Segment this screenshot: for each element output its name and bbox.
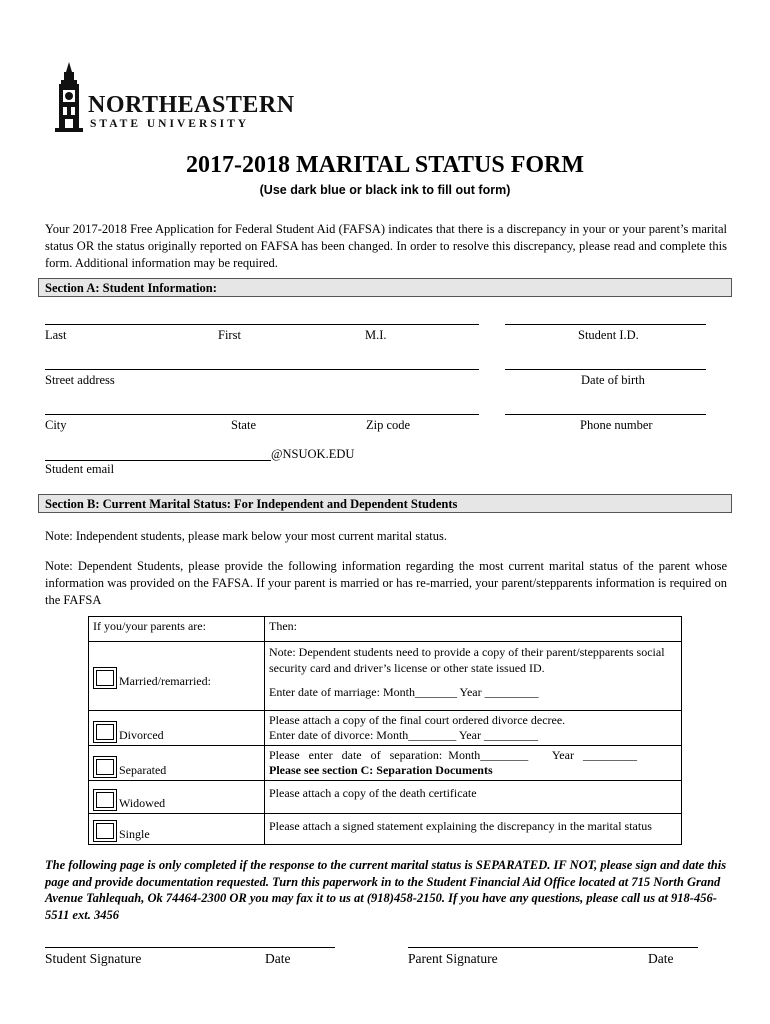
city-state-zip-line[interactable]: [45, 414, 479, 415]
intro-paragraph: Your 2017-2018 Free Application for Federal Student Aid (FAFSA) indicates that there is a discrepancy in your or your parent’s marital status OR the status originally reported on FAFSA has been changed. In order to resolve this discrepancy, please read and complete this form. Additional information may be required.: [45, 222, 727, 270]
parent-signature-label: Parent Signature: [408, 951, 498, 966]
separation-date-field[interactable]: Please enter date of separation: Month________ Year _________: [269, 748, 637, 762]
logo-subtitle: STATE UNIVERSITY: [90, 118, 250, 130]
separated-instructions: Please see section C: Separation Documents: [269, 763, 493, 777]
street-address-label: Street address: [45, 373, 115, 387]
table-row: [89, 814, 682, 845]
student-email-line[interactable]: [45, 460, 271, 461]
table-header-then: Then:: [265, 617, 682, 642]
logo-wordmark: NORTHEASTERN: [88, 92, 295, 118]
independent-note: Note: Independent students, please mark below your most current marital status.: [45, 529, 447, 543]
footer-instructions: The following page is only completed if the response to the current marital status is SEPARATED. IF NOT, please sign and date this page and provide documentation requested. Turn this paperwork in to the Student Financial Aid Office located at 715 North Grand Avenue Tahlequah, Ok 74464-2300 OR you may fax it to us at (918)458-2150. If you have any questions, please call us at 918-456-5511 ext. 3456: [45, 858, 727, 922]
student-id-label: Student I.D.: [578, 328, 639, 342]
table-header-status: If you/your parents are:: [89, 617, 265, 642]
single-label: Single: [119, 827, 150, 841]
section-a-heading: Section A: Student Information:: [38, 278, 732, 297]
name-line[interactable]: [45, 324, 479, 325]
student-date-label: Date: [265, 951, 291, 966]
separated-label: Separated: [119, 763, 167, 777]
form-title: 2017-2018 MARITAL STATUS FORM: [185, 152, 584, 178]
student-email-label: Student email: [45, 462, 115, 476]
single-instructions: Please attach a signed statement explaining the discrepancy in the marital status: [265, 814, 682, 845]
single-option[interactable]: [89, 814, 265, 845]
widowed-instructions: Please attach a copy of the death certificate: [265, 781, 682, 814]
table-row: [89, 746, 682, 781]
married-instructions: Note: Dependent students need to provide a copy of their parent/stepparents social security card and driver’s license or other state issued ID.: [269, 645, 665, 675]
zip-label: Zip code: [366, 418, 411, 432]
dependent-note: Note: Dependent Students, please provide the following information regarding the most current marital status of the parent whose information was provided on the FAFSA. If your parent is married or has re-married, your parent/stepparents information is required on the FAFSA: [45, 559, 727, 607]
date-of-birth-line[interactable]: [505, 369, 706, 370]
married-option[interactable]: [89, 642, 265, 711]
table-row: [89, 781, 682, 814]
state-label: State: [231, 418, 256, 432]
parent-date-label: Date: [648, 951, 674, 966]
street-address-line[interactable]: [45, 369, 479, 370]
divorced-checkbox[interactable]: [93, 721, 117, 743]
section-b-heading: Section B: Current Marital Status: For Independent and Dependent Students: [38, 494, 732, 513]
single-checkbox[interactable]: [93, 820, 117, 842]
phone-label: Phone number: [580, 418, 653, 432]
marriage-date-field[interactable]: Enter date of marriage: Month_______ Year _________: [269, 685, 539, 699]
clock-tower-icon: [52, 62, 86, 134]
student-signature-line[interactable]: [45, 947, 335, 948]
table-row: [89, 711, 682, 746]
middle-initial-label: M.I.: [365, 328, 387, 342]
separated-checkbox[interactable]: [93, 756, 117, 778]
divorced-option[interactable]: [89, 711, 265, 746]
parent-signature-line[interactable]: [408, 947, 698, 948]
date-of-birth-label: Date of birth: [581, 373, 645, 387]
form-subtitle: (Use dark blue or black ink to fill out form): [259, 183, 511, 197]
student-signature-label: Student Signature: [45, 951, 142, 966]
widowed-label: Widowed: [119, 796, 166, 810]
married-checkbox[interactable]: [93, 667, 117, 689]
widowed-option[interactable]: [89, 781, 265, 814]
separated-option[interactable]: [89, 746, 265, 781]
divorced-instructions: Please attach a copy of the final court ordered divorce decree.: [269, 713, 566, 727]
divorce-date-field[interactable]: Enter date of divorce: Month________ Year _________: [269, 728, 538, 742]
student-id-line[interactable]: [505, 324, 706, 325]
phone-line[interactable]: [505, 414, 706, 415]
divorced-label: Divorced: [119, 728, 164, 742]
married-label: Married/remarried:: [119, 674, 211, 688]
widowed-checkbox[interactable]: [93, 789, 117, 811]
first-name-label: First: [218, 328, 241, 342]
table-row: [89, 642, 682, 711]
email-domain: @NSUOK.EDU: [271, 447, 355, 461]
last-name-label: Last: [45, 328, 67, 342]
marital-status-table: [88, 616, 682, 845]
city-label: City: [45, 418, 67, 432]
